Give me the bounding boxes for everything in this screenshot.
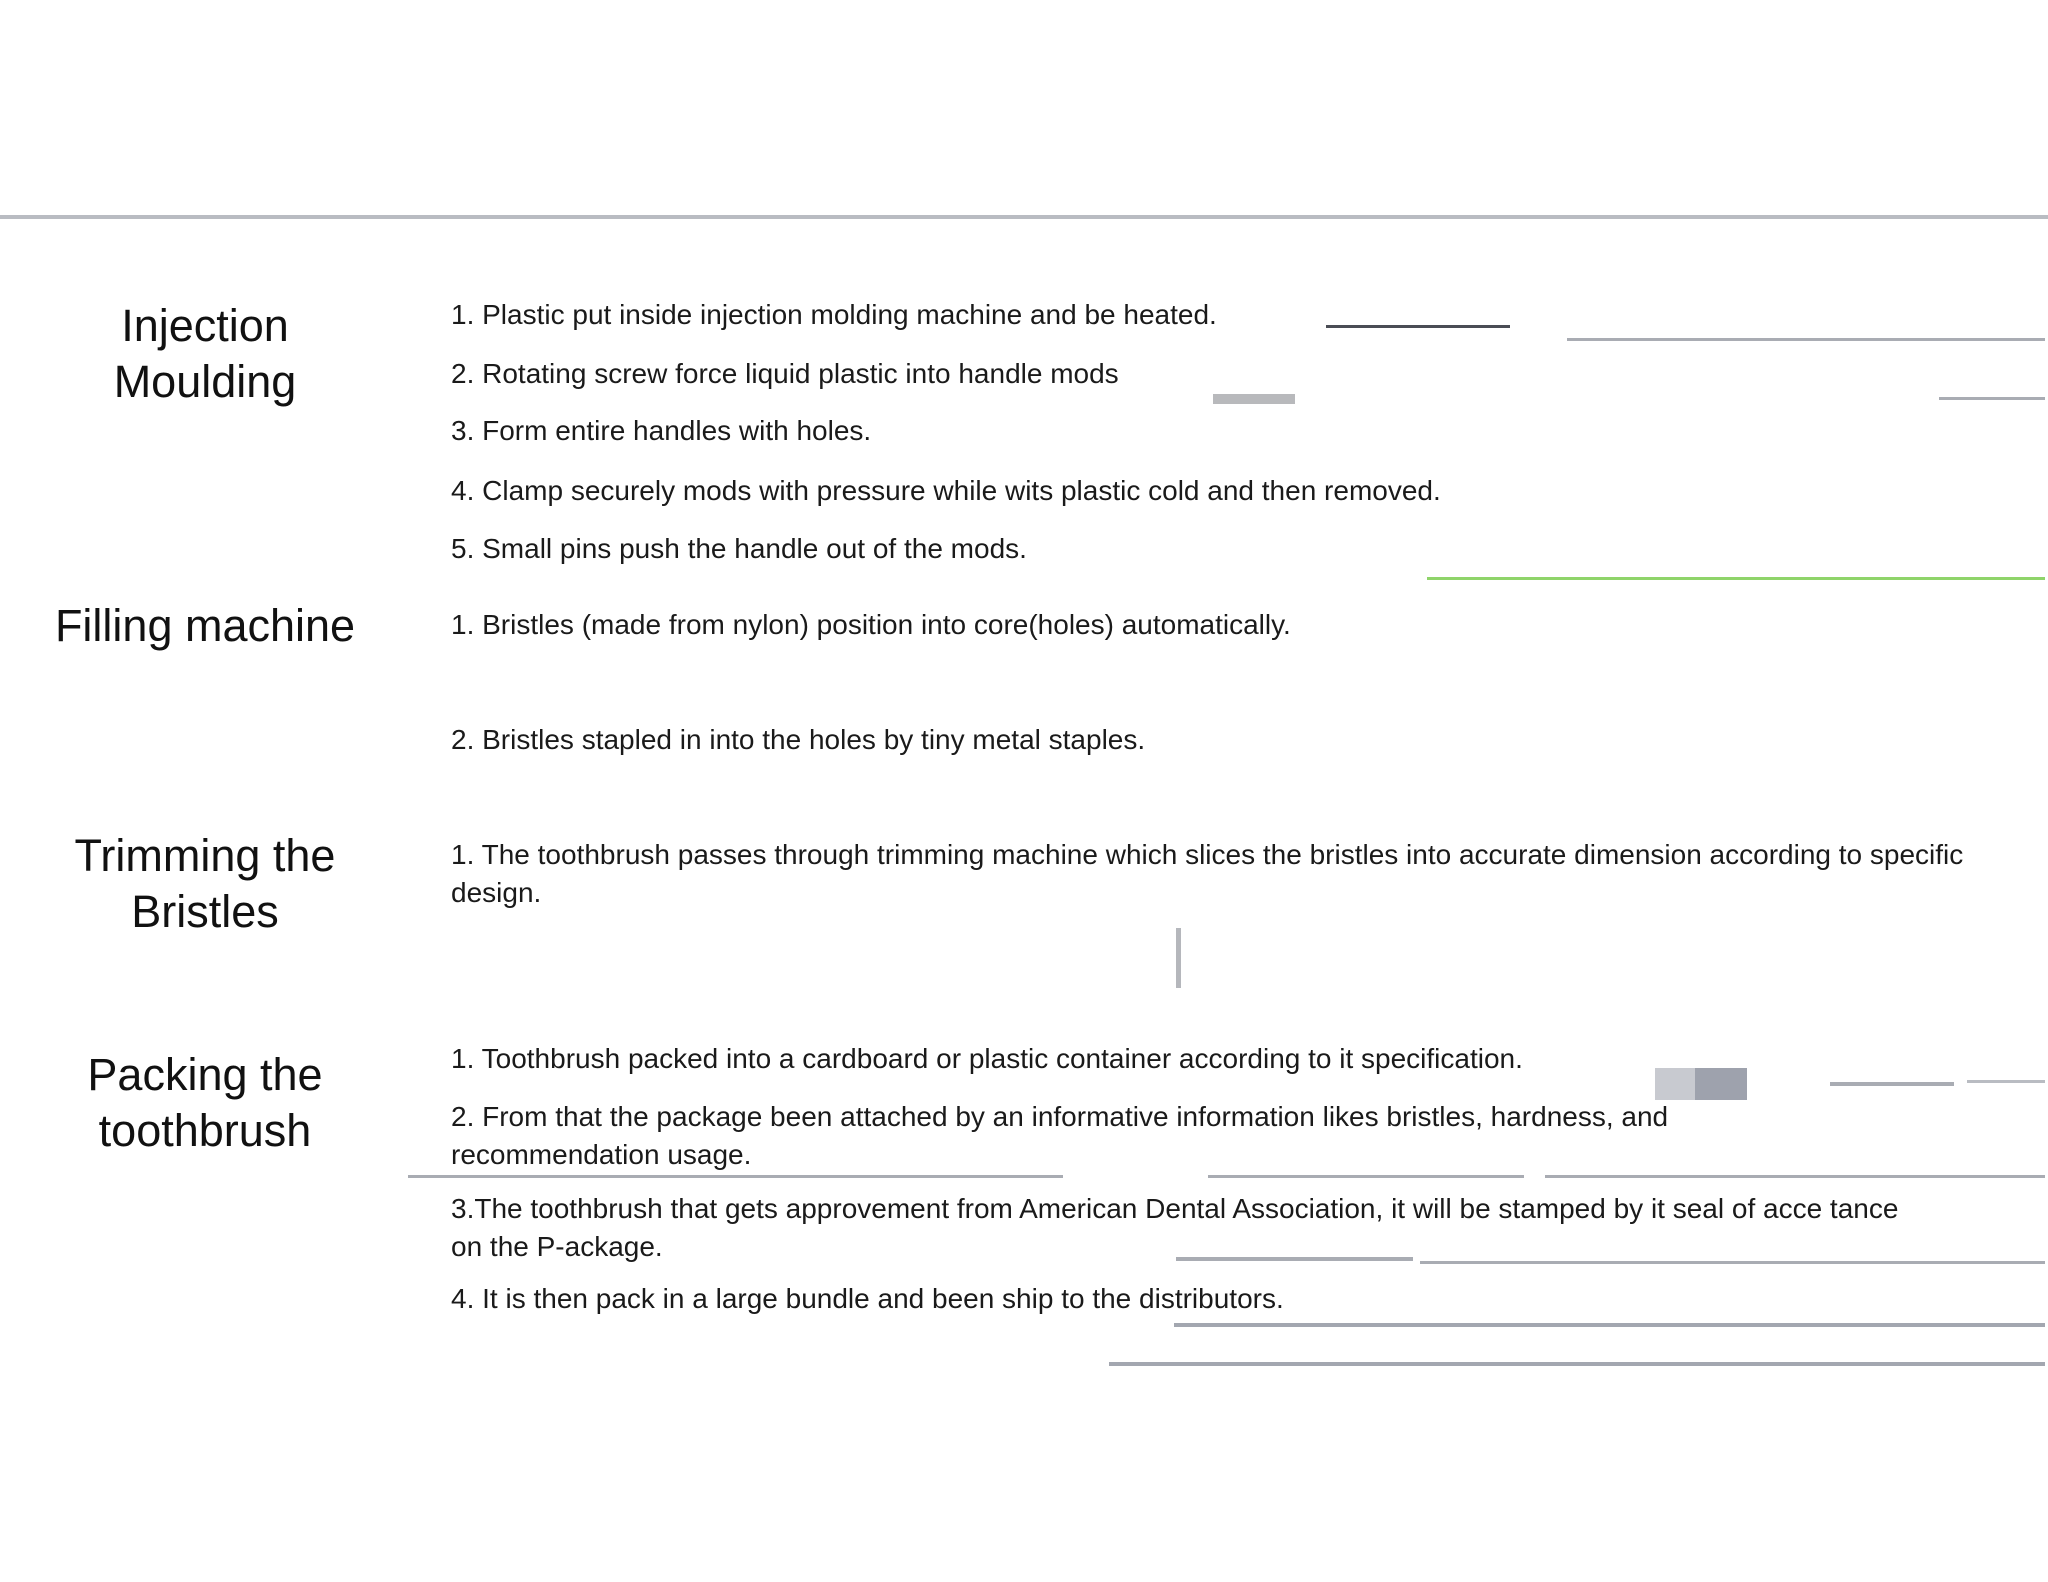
filling-step-2: 2. Bristles stapled in into the holes by tiny metal staples.: [451, 724, 1146, 755]
blur-fragment: [1213, 394, 1295, 404]
gray-box-dark: [1695, 1068, 1747, 1100]
injection-step-5: 5. Small pins push the handle out of the mods.: [451, 533, 1027, 564]
injection-step-1: 1. Plastic put inside injection molding machine and be heated.: [451, 299, 1217, 330]
section-title-packing-toothbrush: Packing the toothbrush: [87, 1049, 323, 1156]
right-rule-3: [1830, 1082, 1954, 1086]
right-rule-4: [1967, 1080, 2045, 1083]
rule-row-b1: [1176, 1257, 1413, 1261]
injection-step-3: 3. Form entire handles with holes.: [451, 415, 872, 446]
rule-row-a2: [1208, 1175, 1524, 1178]
section-title-trimming-bristles: Trimming the Bristles: [74, 830, 336, 937]
green-rule: [1427, 577, 2045, 580]
rule-row-a3: [1545, 1175, 2045, 1178]
rule-row-b2: [1420, 1261, 2045, 1264]
rule-row-c: [1174, 1323, 2045, 1327]
packing-step-3: 3.The toothbrush that gets approvement from American Dental Association, it will be stamped by it seal of acce tance on the P-ackage.: [451, 1193, 1899, 1262]
top-divider: [0, 215, 2048, 219]
rule-row-a1: [408, 1175, 1063, 1178]
packing-step-4: 4. It is then pack in a large bundle and been ship to the distributors.: [451, 1283, 1284, 1314]
right-rule-2: [1939, 397, 2045, 400]
injection-step-4: 4. Clamp securely mods with pressure while wits plastic cold and then removed.: [451, 475, 1441, 506]
section-title-injection-moulding: Injection Moulding: [113, 300, 297, 407]
packing-step-1: 1. Toothbrush packed into a cardboard or plastic container according to it specification.: [451, 1043, 1523, 1074]
packing-step-2: 2. From that the package been attached by an informative information likes bristles, hardness, and recommendation usage.: [451, 1101, 1669, 1170]
section-title-filling-machine: Filling machine: [54, 600, 356, 651]
injection-step-2: 2. Rotating screw force liquid plastic into handle mods: [451, 358, 1119, 389]
dark-underline: [1326, 325, 1510, 328]
filling-step-1: 1. Bristles (made from nylon) position into core(holes) automatically.: [451, 609, 1291, 640]
right-rule-1: [1567, 338, 2045, 341]
gray-box-light: [1655, 1068, 1695, 1100]
vertical-tick: [1176, 928, 1181, 988]
trimming-step-1: 1. The toothbrush passes through trimming machine which slices the bristles into accurate dimension according to specific design.: [451, 839, 1964, 908]
rule-row-d: [1109, 1362, 2045, 1366]
